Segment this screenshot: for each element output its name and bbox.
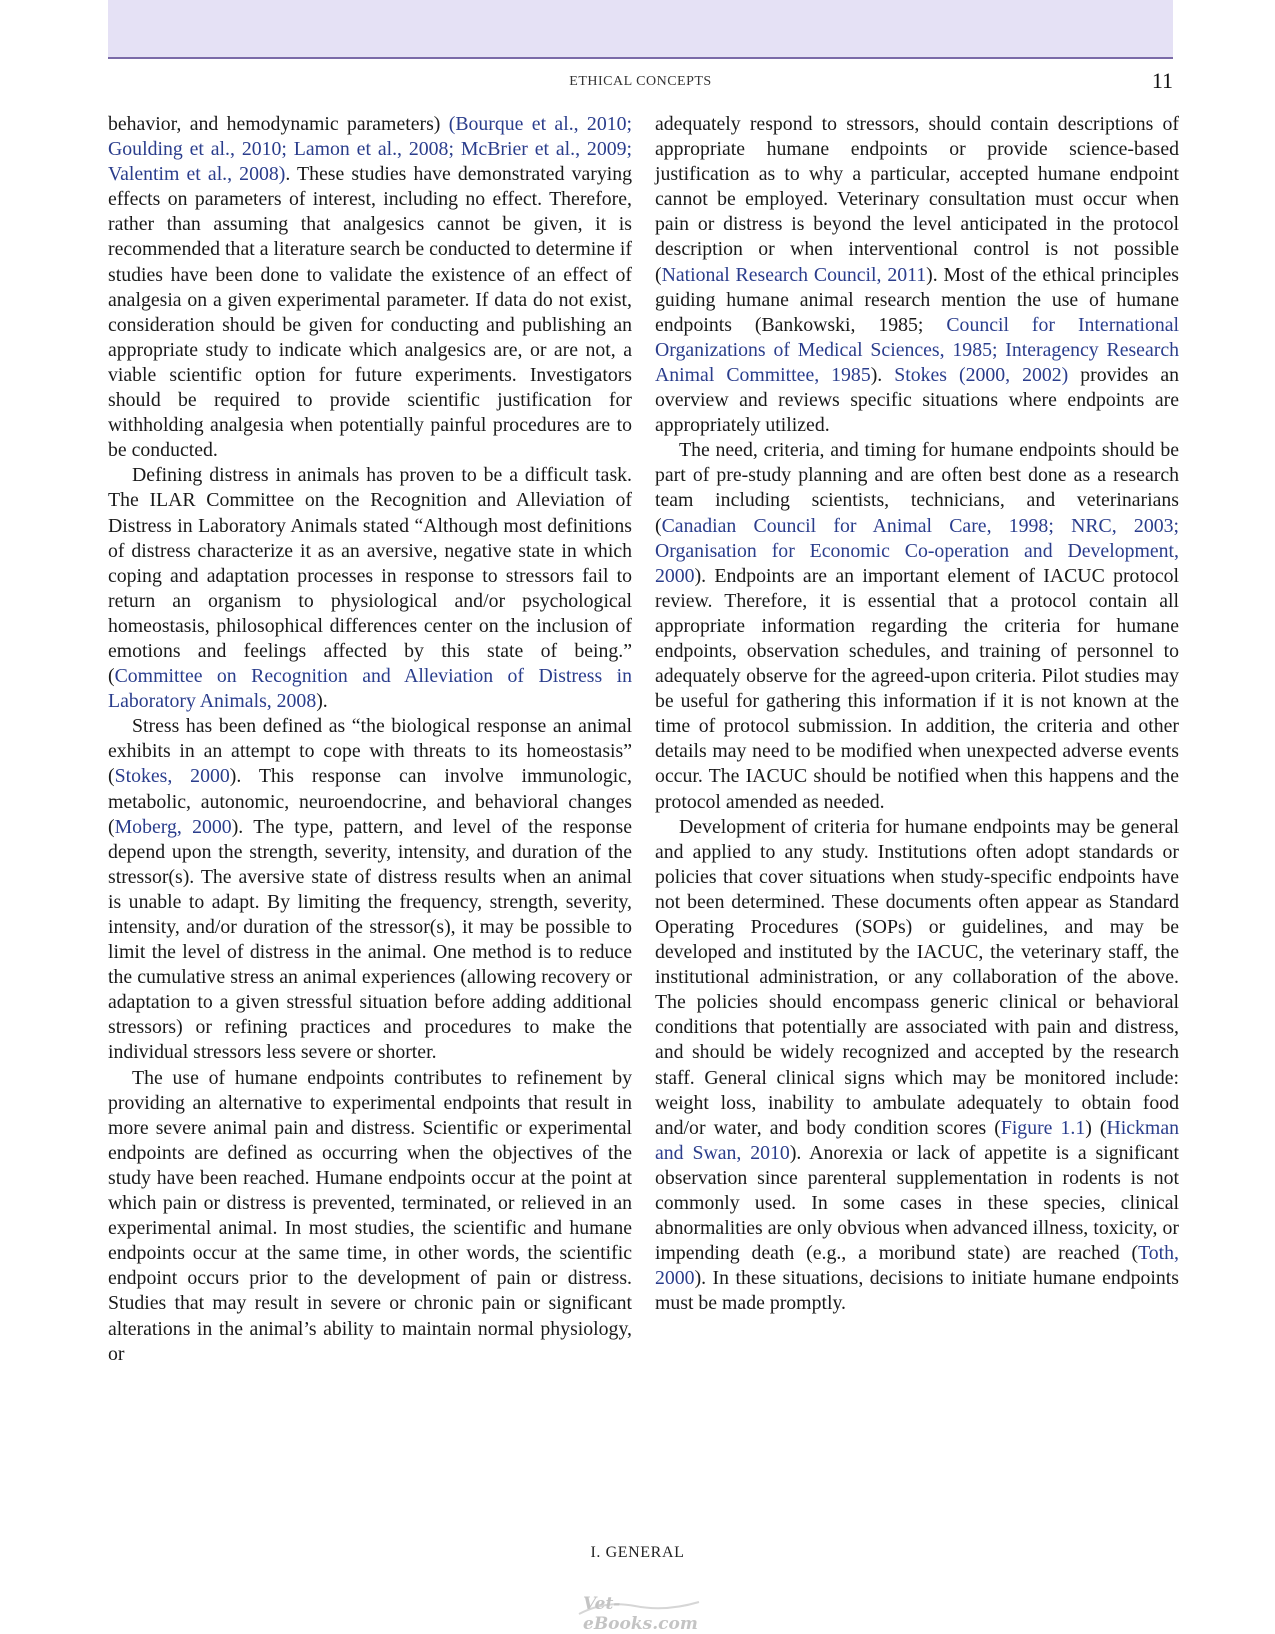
- paragraph-text: ).: [316, 690, 328, 713]
- citation-link[interactable]: (Bourque et al., 2010; Goulding et al., 2010; Lamon et al., 2008; McBrier et al., 2009; Valentim et al., 2008): [108, 113, 632, 186]
- left-text-column: [108, 112, 632, 1367]
- citation-link[interactable]: Council for International Organizations of Medical Sciences, 1985; Interagency Research Animal Committee, 1985: [655, 313, 1180, 386]
- citation-link[interactable]: Stokes, 2000: [114, 765, 230, 788]
- paragraph-text: The need, criteria, and timing for humane endpoints should be part of pre-study planning and are often best done as a research team including scientists, technicians, and veterinarians (: [655, 439, 1179, 537]
- citation-link[interactable]: Committee on Recognition and Alleviation of Distress in Laboratory Animals, 2008: [108, 665, 632, 713]
- paragraph-text: ). In these situations, decisions to initiate humane endpoints must be made promptly.: [655, 1267, 1179, 1315]
- body-paragraph: [655, 438, 1179, 814]
- header-band: [108, 0, 1173, 59]
- section-footer-label: I. GENERAL: [590, 1544, 685, 1561]
- body-paragraph: [108, 112, 632, 463]
- citation-link[interactable]: National Research Council, 2011: [661, 263, 927, 286]
- paragraph-text: ).: [870, 363, 895, 386]
- paragraph-text: adequately respond to stressors, should contain descriptions of appropriate humane endpoints or provide science-based justification as to why a particular, accepted humane endpoint cannot be employed. Veterinary consultation must occur when pain or distress is beyond the level anticipated in the protocol description or when interventional control is not possible (: [655, 113, 1179, 286]
- citation-link[interactable]: Canadian Council for Animal Care, 1998; NRC, 2003; Organisation for Economic Co-operation and Development, 2000: [655, 514, 1179, 587]
- paragraph-text: provides an overview and reviews specific situations where endpoints are appropriately utilized.: [655, 363, 1179, 437]
- watermark-logo: [575, 1592, 705, 1634]
- paragraph-text: ). Anorexia or lack of appetite is a significant observation since parenteral supplementation in rodents is not commonly used. In some cases in these species, clinical abnormalities are only obvious when advanced illness, toxicity, or impending death (e.g., a moribund state) are reached (: [655, 1141, 1180, 1265]
- citation-link[interactable]: Stokes (2000, 2002): [894, 363, 1069, 386]
- paragraph-text: Development of criteria for humane endpoints may be general and applied to any study. Institutions often adopt standards or policies that cover situations when study-specific endpoints have not been determined. These documents often appear as Standard Operating Procedures (SOPs) or guidelines, and may be developed and instituted by the IACUC, the veterinary staff, the institutional administration, or any collaboration of the above. The policies should encompass generic clinical or behavioral conditions that potentially are associated with pain and distress, and should be widely recognized and accepted by the research staff. General clinical signs which may be monitored include: weight loss, inability to ambulate adequately to obtain food and/or water, and body condition scores (: [655, 815, 1179, 1139]
- paragraph-text: ). Endpoints are an important element of IACUC protocol review. Therefore, it is essential that a protocol contain all appropriate information regarding the criteria for humane endpoints, observation schedules, and training of personnel to adequately observe for the agreed-upon criteria. Pilot studies may be useful for gathering this information if it is not known at the time of protocol submission. In addition, the criteria and other details may need to be modified when unexpected adverse events occur. The IACUC should be notified when this happens and the protocol amended as needed.: [655, 564, 1179, 813]
- paragraph-text: ). This response can involve immunologic, metabolic, autonomic, neuroendocrine, and behavioral changes (: [108, 765, 632, 838]
- body-paragraph: [108, 714, 632, 1065]
- watermark-text: Vet-eBooks.com: [583, 1594, 698, 1634]
- citation-link[interactable]: Figure 1.1: [1000, 1116, 1086, 1139]
- paragraph-text: ). Most of the ethical principles guiding humane animal research mention the use of humane endpoints (Bankowski, 1985;: [655, 263, 1179, 336]
- paragraph-text: ) (: [1085, 1116, 1107, 1139]
- paragraph-text: Stress has been defined as “the biological response an animal exhibits in an attempt to cope with threats to its homeostasis” (: [108, 715, 632, 788]
- body-paragraph: [655, 112, 1179, 438]
- citation-link[interactable]: Moberg, 2000: [114, 815, 232, 838]
- paragraph-text: behavior, and hemodynamic parameters): [108, 113, 449, 135]
- citation-link[interactable]: Toth, 2000: [655, 1242, 1179, 1290]
- running-title: ETHICAL CONCEPTS: [569, 74, 712, 89]
- body-paragraph: [108, 463, 632, 714]
- page-number: 11: [1151, 68, 1173, 93]
- paragraph-text: . These studies have demonstrated varying effects on parameters of interest, including no effect. Therefore, rather than assuming that analgesics cannot be given, it is recommended that a literature search be conducted to determine if studies have been done to validate the existence of an effect of analgesia on a given experimental parameter. If data do not exist, consideration should be given for conducting and publishing an appropriate study to indicate which analgesics are, or are not, a viable scientific option for future experiments. Investigators should be required to provide scientific justification for withholding analgesia when potentially painful procedures are to be conducted.: [108, 163, 632, 462]
- body-paragraph: [655, 815, 1179, 1317]
- right-text-column: [655, 112, 1179, 1317]
- running-head: [108, 68, 1173, 96]
- paragraph-text: Defining distress in animals has proven to be a difficult task. The ILAR Committee on the Recognition and Alleviation of Distress in Laboratory Animals stated “Although most definitions of distress characterize it as an aversive, negative state in which coping and adaptation processes in response to stressors fail to return an organism to physiological and/or psychological homeostasis, philosophical differences center on the inclusion of emotions and feelings affected by this state of being.” (: [108, 464, 632, 688]
- citation-link[interactable]: Hickman and Swan, 2010: [655, 1116, 1179, 1164]
- paragraph-text: The use of humane endpoints contributes to refinement by providing an alternative to experimental endpoints that result in more severe animal pain and distress. Scientific or experimental endpoints are defined as occurring when the objectives of the study have been reached. Humane endpoints occur at the point at which pain or distress is prevented, terminated, or relieved in an experimental animal. In most studies, the scientific and humane endpoints occur at the same time, in other words, the scientific endpoint occurs prior to the development of pain or distress. Studies that may result in severe or chronic pain or significant alterations in the animal’s ability to maintain normal physiology, or: [108, 1066, 632, 1365]
- body-paragraph: [108, 1066, 632, 1367]
- paragraph-text: ). The type, pattern, and level of the response depend upon the strength, severity, intensity, and duration of the stressor(s). The aversive state of distress results when an animal is unable to adapt. By limiting the frequency, strength, severity, intensity, and/or duration of the stressor(s), it may be possible to limit the level of distress in the animal. One method is to reduce the cumulative stress an animal experiences (allowing recovery or adaptation to a given stressful situation before adding additional stressors) or refining practices and procedures to make the individual stressors less severe or shorter.: [108, 815, 632, 1064]
